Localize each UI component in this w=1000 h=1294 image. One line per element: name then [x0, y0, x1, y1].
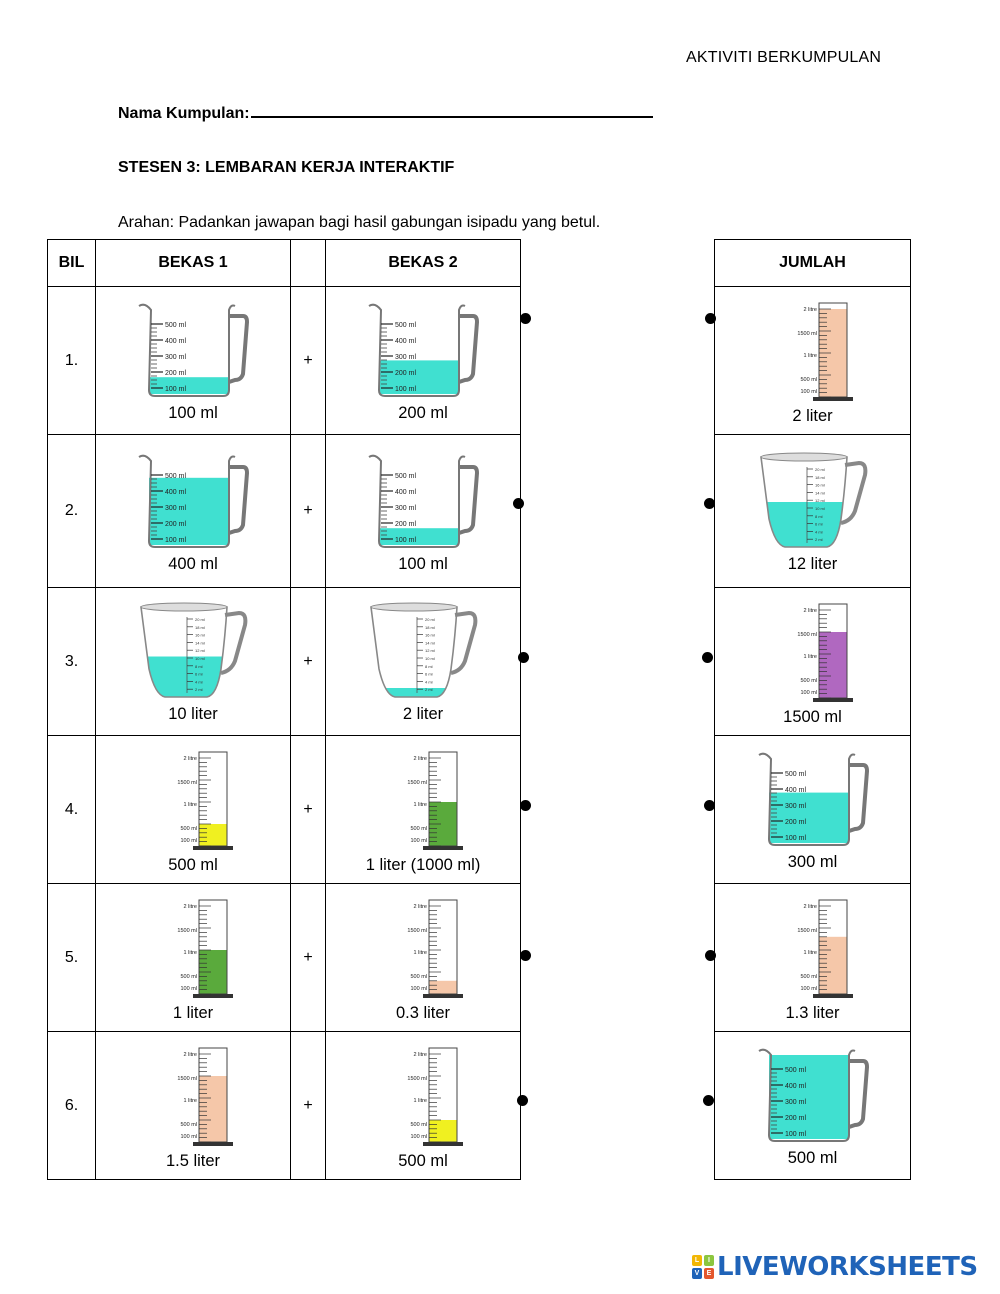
volume-label: 1500 ml	[783, 708, 842, 726]
svg-text:20 ml: 20 ml	[195, 617, 205, 622]
svg-text:1 litre: 1 litre	[803, 950, 817, 956]
match-dot-right[interactable]	[705, 950, 716, 961]
plus-sign: +	[291, 287, 326, 435]
bekas2-cell	[326, 588, 521, 736]
match-dot-left[interactable]	[520, 313, 531, 324]
station-title: STESEN 3: LEMBARAN KERJA INTERAKTIF	[118, 159, 455, 176]
svg-text:20 ml: 20 ml	[425, 617, 435, 622]
liveworksheets-logo	[692, 1252, 978, 1282]
table-row	[48, 884, 521, 1032]
table-row	[715, 1032, 911, 1180]
pitcher-icon	[715, 449, 910, 553]
measuring-jug-icon	[326, 298, 520, 402]
svg-text:300 ml: 300 ml	[165, 504, 187, 512]
jumlah-cell	[715, 435, 911, 588]
header-plus-blank	[291, 240, 326, 287]
volume-label: 12 liter	[787, 554, 838, 573]
svg-text:8 ml: 8 ml	[814, 513, 823, 519]
svg-text:500 ml: 500 ml	[165, 472, 187, 480]
svg-text:100 ml: 100 ml	[784, 835, 806, 842]
svg-text:100 ml: 100 ml	[784, 1131, 806, 1138]
svg-text:100 ml: 100 ml	[165, 536, 187, 544]
logo-tile: L	[692, 1255, 702, 1266]
pitcher-icon	[326, 599, 520, 703]
svg-text:18 ml: 18 ml	[195, 624, 205, 630]
group-name-label: Nama Kumpulan:	[118, 105, 250, 122]
svg-text:300 ml: 300 ml	[784, 1099, 806, 1106]
svg-text:1500 ml: 1500 ml	[177, 928, 197, 934]
svg-text:100 ml: 100 ml	[180, 1134, 197, 1140]
svg-text:16 ml: 16 ml	[814, 482, 825, 488]
volume-label: 2 liter	[792, 407, 833, 425]
bekas2-cell	[326, 736, 521, 884]
svg-text:18 ml: 18 ml	[814, 474, 825, 480]
svg-text:500 ml: 500 ml	[165, 322, 187, 329]
activity-title: AKTIVITI BERKUMPULAN	[686, 49, 882, 66]
match-dot-left[interactable]	[520, 950, 531, 961]
volume-label: 200 ml	[398, 404, 448, 422]
match-dot-left[interactable]	[513, 498, 524, 509]
group-name-blank-line[interactable]	[251, 104, 653, 118]
svg-text:20 ml: 20 ml	[814, 466, 825, 472]
match-dot-left[interactable]	[517, 1095, 528, 1106]
svg-text:100 ml: 100 ml	[395, 386, 417, 393]
svg-text:12 ml: 12 ml	[195, 648, 205, 654]
svg-text:8 ml: 8 ml	[425, 663, 433, 669]
volume-label: 300 ml	[787, 853, 838, 871]
svg-text:14 ml: 14 ml	[195, 640, 205, 646]
match-dot-right[interactable]	[703, 1095, 714, 1106]
graduated-cylinder-icon	[715, 295, 910, 405]
svg-text:12 ml: 12 ml	[814, 497, 825, 503]
table-row	[715, 435, 911, 588]
svg-text:1500 ml: 1500 ml	[177, 780, 197, 786]
svg-text:400 ml: 400 ml	[784, 1083, 806, 1090]
volume-label: 500 ml	[168, 856, 218, 874]
group-name-field[interactable]	[118, 104, 653, 123]
match-dot-left[interactable]	[518, 652, 529, 663]
svg-text:2 litre: 2 litre	[803, 307, 817, 313]
svg-text:4 ml: 4 ml	[195, 679, 203, 685]
svg-text:500 ml: 500 ml	[799, 678, 817, 684]
volume-label: 500 ml	[398, 1152, 448, 1170]
svg-text:8 ml: 8 ml	[195, 663, 203, 669]
svg-text:100 ml: 100 ml	[799, 690, 817, 696]
svg-text:14 ml: 14 ml	[425, 640, 435, 646]
svg-text:200 ml: 200 ml	[784, 819, 806, 826]
svg-text:300 ml: 300 ml	[165, 354, 187, 361]
svg-text:18 ml: 18 ml	[425, 624, 435, 630]
svg-text:100 ml: 100 ml	[410, 986, 427, 992]
svg-text:500 ml: 500 ml	[410, 974, 427, 980]
svg-text:200 ml: 200 ml	[395, 520, 417, 528]
bekas1-cell	[96, 435, 291, 588]
svg-text:300 ml: 300 ml	[784, 803, 806, 810]
jumlah-cell	[715, 287, 911, 435]
plus-sign: +	[291, 884, 326, 1032]
svg-text:500 ml: 500 ml	[799, 377, 817, 383]
svg-text:400 ml: 400 ml	[165, 338, 187, 345]
volume-label: 1.5 liter	[165, 1152, 221, 1170]
svg-text:1500 ml: 1500 ml	[796, 632, 817, 638]
svg-text:2 ml: 2 ml	[814, 536, 823, 542]
graduated-cylinder-icon	[326, 1040, 520, 1150]
logo-tile: I	[704, 1255, 714, 1266]
instruction-text: Arahan: Padankan jawapan bagi hasil gabungan isipadu yang betul.	[118, 214, 601, 231]
svg-text:500 ml: 500 ml	[180, 974, 197, 980]
bekas1-cell	[96, 736, 291, 884]
table-row	[715, 588, 911, 736]
table-header-row	[48, 240, 521, 287]
measuring-jug-icon	[715, 1043, 910, 1147]
bekas2-cell	[326, 884, 521, 1032]
svg-text:400 ml: 400 ml	[784, 787, 806, 794]
header-bekas2: BEKAS 2	[326, 240, 521, 287]
header-jumlah: JUMLAH	[715, 240, 911, 287]
match-dot-right[interactable]	[704, 498, 715, 509]
jumlah-cell	[715, 736, 911, 884]
table-row	[48, 736, 521, 884]
svg-text:100 ml: 100 ml	[395, 536, 417, 544]
row-number: 3.	[48, 588, 96, 736]
volume-label: 100 ml	[398, 554, 448, 573]
answers-table	[714, 239, 911, 1180]
bekas2-cell	[326, 1032, 521, 1180]
table-row	[715, 287, 911, 435]
jumlah-cell	[715, 588, 911, 736]
header-bekas1: BEKAS 1	[96, 240, 291, 287]
graduated-cylinder-icon	[326, 892, 520, 1002]
table-row	[715, 884, 911, 1032]
match-dot-right[interactable]	[702, 652, 713, 663]
row-number: 2.	[48, 435, 96, 588]
svg-text:14 ml: 14 ml	[814, 489, 825, 495]
bekas1-cell	[96, 1032, 291, 1180]
svg-text:1 litre: 1 litre	[183, 1098, 197, 1104]
jumlah-cell	[715, 884, 911, 1032]
bekas1-cell	[96, 884, 291, 1032]
svg-text:200 ml: 200 ml	[784, 1115, 806, 1122]
svg-text:200 ml: 200 ml	[395, 370, 417, 377]
match-dot-left[interactable]	[520, 800, 531, 811]
bekas1-cell	[96, 287, 291, 435]
volume-label: 1 liter	[172, 1004, 214, 1022]
graduated-cylinder-icon	[96, 744, 290, 854]
table-row	[715, 736, 911, 884]
svg-text:2 litre: 2 litre	[183, 904, 197, 910]
svg-text:1500 ml: 1500 ml	[407, 928, 427, 934]
svg-text:10 ml: 10 ml	[425, 656, 435, 661]
graduated-cylinder-icon	[326, 744, 520, 854]
svg-text:1 litre: 1 litre	[803, 353, 817, 359]
svg-text:10 ml: 10 ml	[814, 505, 825, 511]
svg-text:200 ml: 200 ml	[165, 520, 187, 528]
volume-label: 500 ml	[787, 1149, 838, 1167]
svg-text:100 ml: 100 ml	[410, 838, 427, 844]
table-row	[48, 435, 521, 588]
pitcher-icon	[96, 599, 290, 703]
svg-text:100 ml: 100 ml	[180, 838, 197, 844]
header-bil: BIL	[48, 240, 96, 287]
svg-text:1500 ml: 1500 ml	[407, 780, 427, 786]
match-dot-right[interactable]	[705, 313, 716, 324]
logo-text: LIVEWORKSHEETS	[717, 1252, 978, 1282]
containers-table	[47, 239, 521, 1180]
svg-text:500 ml: 500 ml	[180, 826, 197, 832]
row-number: 6.	[48, 1032, 96, 1180]
svg-text:16 ml: 16 ml	[425, 632, 435, 638]
svg-text:2 litre: 2 litre	[803, 904, 817, 910]
svg-text:2 litre: 2 litre	[413, 904, 427, 910]
svg-text:6 ml: 6 ml	[814, 521, 823, 527]
svg-text:500 ml: 500 ml	[784, 771, 806, 778]
row-number: 1.	[48, 287, 96, 435]
plus-sign: +	[291, 736, 326, 884]
svg-text:2 ml: 2 ml	[425, 687, 433, 693]
svg-text:100 ml: 100 ml	[165, 386, 187, 393]
svg-text:1500 ml: 1500 ml	[177, 1076, 197, 1082]
bekas2-cell	[326, 287, 521, 435]
svg-text:100 ml: 100 ml	[180, 986, 197, 992]
svg-text:100 ml: 100 ml	[799, 986, 817, 992]
svg-text:500 ml: 500 ml	[799, 974, 817, 980]
measuring-jug-icon	[326, 449, 520, 553]
row-number: 5.	[48, 884, 96, 1032]
table-row	[48, 588, 521, 736]
svg-text:4 ml: 4 ml	[814, 528, 823, 534]
svg-text:1 litre: 1 litre	[413, 802, 427, 808]
bekas2-cell	[326, 435, 521, 588]
svg-text:200 ml: 200 ml	[165, 370, 187, 377]
svg-text:2 ml: 2 ml	[195, 687, 203, 693]
volume-label: 1 liter (1000 ml)	[365, 856, 481, 874]
svg-text:500 ml: 500 ml	[410, 826, 427, 832]
volume-label: 1.3 liter	[785, 1004, 840, 1022]
measuring-jug-icon	[715, 747, 910, 851]
match-dot-right[interactable]	[704, 800, 715, 811]
table-row	[48, 287, 521, 435]
svg-text:1 litre: 1 litre	[413, 1098, 427, 1104]
svg-text:12 ml: 12 ml	[425, 648, 435, 654]
graduated-cylinder-icon	[96, 1040, 290, 1150]
svg-text:16 ml: 16 ml	[195, 632, 205, 638]
volume-label: 10 liter	[168, 705, 218, 723]
svg-text:1500 ml: 1500 ml	[796, 928, 817, 934]
graduated-cylinder-icon	[96, 892, 290, 1002]
logo-tile: V	[692, 1268, 702, 1279]
svg-text:2 litre: 2 litre	[413, 1052, 427, 1058]
svg-text:400 ml: 400 ml	[395, 488, 417, 496]
graduated-cylinder-icon	[715, 892, 910, 1002]
svg-text:2 litre: 2 litre	[413, 756, 427, 762]
volume-label: 0.3 liter	[395, 1004, 451, 1022]
bekas1-cell	[96, 588, 291, 736]
table-header-row	[715, 240, 911, 287]
svg-text:6 ml: 6 ml	[195, 671, 203, 677]
jumlah-cell	[715, 1032, 911, 1180]
svg-text:2 litre: 2 litre	[183, 756, 197, 762]
logo-tile: E	[704, 1268, 714, 1279]
svg-text:100 ml: 100 ml	[410, 1134, 427, 1140]
svg-text:1 litre: 1 litre	[413, 950, 427, 956]
svg-text:1 litre: 1 litre	[183, 950, 197, 956]
svg-text:500 ml: 500 ml	[395, 472, 417, 480]
volume-label: 400 ml	[168, 554, 218, 573]
row-number: 4.	[48, 736, 96, 884]
plus-sign: +	[291, 1032, 326, 1180]
svg-text:1500 ml: 1500 ml	[796, 331, 817, 337]
svg-text:500 ml: 500 ml	[410, 1122, 427, 1128]
svg-text:500 ml: 500 ml	[180, 1122, 197, 1128]
svg-text:2 litre: 2 litre	[183, 1052, 197, 1058]
svg-text:500 ml: 500 ml	[395, 322, 417, 329]
plus-sign: +	[291, 435, 326, 588]
svg-text:4 ml: 4 ml	[425, 679, 433, 685]
measuring-jug-icon	[96, 449, 290, 553]
volume-label: 100 ml	[168, 404, 218, 422]
svg-text:1 litre: 1 litre	[803, 654, 817, 660]
plus-sign: +	[291, 588, 326, 736]
table-row	[48, 1032, 521, 1180]
measuring-jug-icon	[96, 298, 290, 402]
svg-text:100 ml: 100 ml	[799, 389, 817, 395]
svg-text:6 ml: 6 ml	[425, 671, 433, 677]
svg-text:10 ml: 10 ml	[195, 656, 205, 661]
svg-text:400 ml: 400 ml	[395, 338, 417, 345]
svg-text:1 litre: 1 litre	[183, 802, 197, 808]
svg-text:2 litre: 2 litre	[803, 608, 817, 614]
volume-label: 2 liter	[402, 705, 444, 723]
graduated-cylinder-icon	[715, 596, 910, 706]
svg-text:300 ml: 300 ml	[395, 504, 417, 512]
svg-text:500 ml: 500 ml	[784, 1067, 806, 1074]
svg-text:300 ml: 300 ml	[395, 354, 417, 361]
svg-text:1500 ml: 1500 ml	[407, 1076, 427, 1082]
svg-text:400 ml: 400 ml	[165, 488, 187, 496]
logo-tiles-icon	[692, 1255, 714, 1279]
